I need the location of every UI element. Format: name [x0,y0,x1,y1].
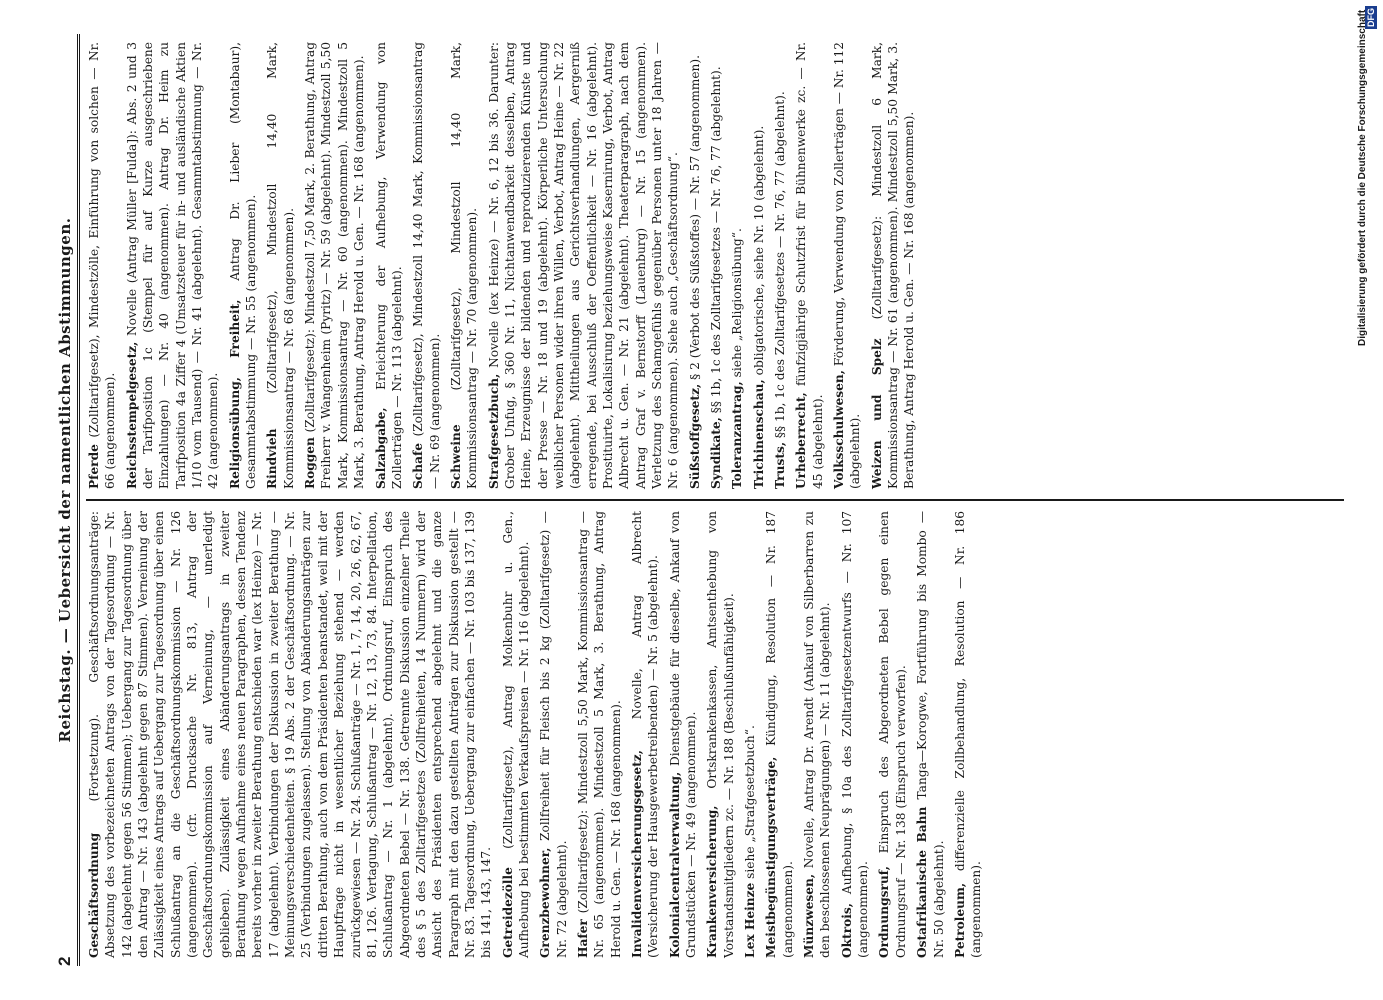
index-entry [485,42,681,489]
entry-heading: Schweine [448,424,463,489]
entry-heading: Toleranzantrag, [729,381,744,489]
entry-text: Novelle (Antrag Müller [Fulda]): Abs. 2 und 3 der Tarifposition 1c (Stempel für auf Kurze ausgeschriebene Einzahlungen) — Nr. 40 (angenommen). Antrag Dr. Heim zu Tarifposition 4a Ziffer 4 (Umsatzsteuer für in- und ausländische Aktien 1/10 vom Tausend) — Nr. 41 (abgelehnt). Gesammtabstimmung — Nr. 42 (angenommen). [124,41,220,489]
entry-heading: Petroleum, [952,882,967,958]
entry-text: Ortskrankenkassen, Amtsenthebung von Vorstandsmitgliedern zc. — Nr. 188 (Beschlußunfähigkeit). [704,511,736,958]
entry-heading: Invalidenversicherungsgesetz, [629,750,644,958]
index-entry [537,511,570,958]
entry-text: obligatorische, siehe Nr. 10 (abgelehnt). [751,125,766,376]
entry-text: Novelle, Antrag Albrecht (Versicherung der Hausgewerbetreibenden) — Nr. 5 (abgelehnt). [629,511,660,958]
entry-heading: Volksschulwesen, [831,370,846,489]
index-entry [629,511,662,958]
index-entry [264,42,297,489]
entry-heading: Lex Heinze [742,882,757,958]
entry-text: Antrag Dr. Lieber (Montabaur), Gesammtabstimmung — Nr. 55 (angenommen). [227,42,258,489]
entry-text: (Zolltarifgesetz): Mindestzoll 7,50 Mark, 2. Berathung, Antrag Freiherr v. Wangenheim (Pyritz) — Nr. 59 (abgelehnt). Mindestzoll 5,50 Mark, Kommissionsantrag — Nr. 60 (angenommen). Mindestzoll 5 Mark, 3. Berathung, Antrag Herold u. Gen. — Nr. 168 (angenommen). [302,41,366,489]
left-column [86,503,1344,966]
running-head: Reichstag. — Uebersicht der namentlichen Abstimmungen. [55,217,74,743]
entry-text: siehe „Strafgesetzbuch“. [742,725,757,879]
entry-heading: Religionsübung, Freiheit, [227,299,242,489]
index-entry [868,42,917,489]
index-entry [914,511,947,958]
entry-text: (Zolltarifgesetz): Mindestzoll 5,50 Mark, Kommissionsantrag — Nr. 65 (angenommen). Mindestzoll 5 Mark, 3. Berathung, Antrag Herold u. Gen. — Nr. 168 (angenommen). [575,511,623,958]
entry-heading: Urheberrecht, [793,392,808,489]
entry-text: (Zolltarifgesetz), Antrag Molkenbuhr u. Gen., Aufhebung bei bestimmten Verkaufspreisen — Nr. 116 (abgelehnt). [500,511,531,958]
index-entry [704,511,737,958]
entry-text: (Zolltarifgesetz), Mindestzoll 14,40 Mark, Kommissionsantrag — Nr. 68 (angenommen). [264,42,296,489]
index-entry [302,42,367,489]
entry-text: Einspruch des Abgeordneten Bebel gegen einen Ordnungsruf — Nr. 138 (Einspruch verworfen). [876,510,908,958]
index-entry [499,511,532,958]
entry-heading: Salzabgabe, [373,407,387,489]
index-entry [226,42,259,489]
index-entry [410,42,443,489]
index-entry [574,511,623,958]
index-entry [763,511,796,958]
entry-heading: Grenzbewohner, [537,847,552,958]
index-entry [729,42,745,489]
entry-heading: Süßstoffgesetz, [687,383,702,489]
entry-heading: Reichsstempelgesetz, [124,341,139,489]
entry-text: (Zolltarifgesetz), Mindestzoll 14,40 Mark, Kommissionsantrag — Nr. 69 (angenommen). [410,41,442,489]
entry-heading: Pferde [86,444,101,489]
entry-heading: Meistbegünstigungsverträge, [763,756,778,958]
index-entry [951,511,984,958]
right-column [86,34,1344,497]
entry-heading: Schafe [410,443,425,489]
index-entry [686,42,702,489]
index-entry [876,511,909,958]
digitization-credit: Digitalisierung gefördert durch die Deutsche Forschungsgemeinschaft [1357,10,1368,347]
entry-heading: Weizen und Spelz [869,338,884,489]
entry-heading: Oktrois, [839,903,854,958]
entry-heading: Trichinenschau, [751,379,766,489]
index-entry [838,511,871,958]
index-entry [801,511,834,958]
entry-text: (Fortsetzung). Geschäftsordnungsanträge: Absetzung des vorbezeichneten Antrags von der Tagesordnung — Nr. 142 (abgelehnt gegen 56 Stimmen); Uebergang zur Tagesordnung über den Antrag — Nr. 143 (abgelehnt gegen 87 Stimmen). Verneinung der Zulässigkeit eines Antrags auf Uebergang zur Tagesordnung über einen Schlußantrag an die Geschäftsordnungskommission — Nr. 126 (angenommen). (cfr. Drucksache Nr. 813, Antrag der Geschäftsordnungskommission auf Verneinung, — unerledigt geblieben). Zulässigkeit eines Abänderungsantrags in zweiter Berathung wegen Aufnahme eines neuen Paragraphen, dessen Tendenz bereits vorher in zweiter Berathung entschieden war (lex Heinze) — Nr. 17 (abgelehnt). Verbindungen der Diskussion in zweiter Berathung — Meinungsverschiedenheiten. § 19 Abs. 2 der Geschäftsordnung. — Nr. 25 (Verbindungen zugelassen). Stellung von Abänderungsanträgen zur dritten Berathung, auch von dem Präsidenten beanstandet, weil mit der Hauptfrage nicht in wesentlicher Beziehung stehend — werden zurückgewiesen — Nr. 24. Schlußanträge — Nr. 1, 7, 14, 20, 26, 62, 67, 81, 126. Vertagung, Schlußantrag — Nr. 12, 13, 73, 84. Interpellation, Schlußantrag — Nr. 1 (abgelehnt). Ordnungsruf, Einspruch des Abgeordneten Bebel — Nr. 138. Getrennte Diskussion einzelner Theile des § 5 des Zolltarifgesetzes (Zollfreiheiten, 14 Nummern) wird der Ansicht des Präsidenten entsprechend abgelehnt und die ganze Paragraph mit den dazu gestellten Anträgen zur Diskussion gestellt — Nr. 83. Tagesordnung, Uebergang zur einfachen — Nr. 103 bis 137, 139 bis 141, 143, 147. [86,511,493,958]
entry-heading: Trusts, [772,441,787,489]
entry-heading: Münzwesen, [801,873,816,958]
index-entry [447,42,480,489]
entry-heading: Getreidezölle [500,867,515,958]
entry-text: (Zolltarifgesetz), Mindestzölle, Einführung von solchen — Nr. 66 (angenommen). [86,41,117,489]
index-entry [666,511,699,958]
index-entry [86,42,119,489]
index-entry [86,511,495,958]
index-entry [750,42,766,489]
entry-heading: Krankenversicherung, [704,805,719,958]
entry-text: differenzielle Zollbehandlung, Resolution — Nr. 186 (angenommen). [952,511,983,958]
entry-text: fünfzigjährige Schutzfrist für Bühnenwerke zc. — Nr. 45 (abgelehnt). [793,41,825,489]
entry-text: Förderung, Verwendung von Zollerträgen — Nr. 112 (abgelehnt). [831,41,862,489]
column-rule [86,499,1344,501]
entry-text: Novelle, Antrag Dr. Arendt (Ankauf von Silberbarren zu den beschlossenen Neuprägungen) — Nr. 11 (abgelehnt). [801,510,832,958]
entry-text: Aufhebung, § 10a des Zolltarifgesetzentwurfs — Nr. 107 (angenommen). [839,511,870,958]
page-header [37,34,80,966]
entry-heading: Rindvieh [264,428,279,489]
entry-text: Tanga—Korogwe, Fortführung bis Mombo — Nr. 50 (abgelehnt). [914,510,945,958]
page-number: 2 [54,956,74,966]
entry-heading: Ordnungsruf, [876,865,891,958]
entry-text: siehe „Religionsübung“. [729,228,744,378]
index-columns [86,34,1344,966]
scanned-page [27,20,1357,980]
entry-text: (Zolltarifgesetz), Mindestzoll 14,40 Mark, Kommissionsantrag — Nr. 70 (angenommen). [448,42,479,489]
entry-heading: Hafer [575,919,590,958]
entry-text: §§ 1b, 1c des Zolltarifgesetzes — Nr. 76, 77 (abgelehnt). [772,91,787,439]
entry-heading: Roggen [302,437,317,489]
entry-text: Erleichterung der Aufhebung, Verwendung von Zollerträgen — Nr. 113 (abgelehnt). [373,42,404,489]
entry-text: (Zolltarifgesetz): Mindestzoll 6 Mark, Kommissionsantrag — Nr. 61 (angenommen). Mindestzoll 5,50 Mark, 3. Berathung, Antrag Herold u. Gen. — Nr. 168 (angenommen). [869,42,916,489]
dfg-logo: DFG [1366,8,1376,27]
index-entry [772,42,788,489]
index-entry [742,511,758,958]
entry-heading: Syndikate, [708,417,723,489]
index-entry [123,42,221,489]
index-entry [831,42,864,489]
entry-text: Zollfreiheit für Fleisch bis 2 kg (Zolltarifgesetz) — Nr. 72 (abgelehnt). [537,511,569,958]
entry-text: Novelle (lex Heinze) — Nr. 6, 12 bis 36. Darunter: Grober Unfug, § 360 Nr. 11, Nichtanwendbarkeit desselben, Antrag Heine, Erzeugnisse der bildenden und reproduzierenden Künste und der Presse — Nr. 18 und 19 (abgelehnt). Körperliche Untersuchung weiblicher Personen wider ihren Willen, Verbot, Antrag Heine — Nr. 22 (abgelehnt). Mittheilungen aus Gerichtsverhandlungen, Aergerniß erregende, bei Ausschluß der Oeffentlichkeit — Nr. 16 (abgelehnt). Prostituirte, Lokalisirung beziehungsweise Kasernirung, Verbot, Antrag Albrecht u. Gen. — Nr. 21 (abgelehnt). Theaterparagraph, nach dem Antrag Graf v. Bernstorff (Lauenburg) — Nr. 15 (angenommen). Verletzung des Schamgefühls gegenüber Personen unter 18 Jahren — Nr. 6 (angenommen). Siehe auch „Geschäftsordnung“. [486,41,680,489]
entry-heading: Ostafrikanische Bahn [914,806,929,958]
entry-text: Kündigung, Resolution — Nr. 187 (angenommen). [763,510,795,958]
index-entry [793,42,826,489]
entry-heading: Kolonialcentralverwaltung, [667,771,682,958]
index-entry [372,42,405,489]
entry-text: §§ 1b, 1c des Zolltarifgesetzes — Nr. 76, 77 (abgelehnt). [708,66,723,414]
entry-text: Dienstgebäude für dieselbe, Ankauf von Grundstücken — Nr. 49 (angenommen). [667,510,698,958]
entry-heading: Geschäftsordnung [86,832,101,958]
entry-heading: Strafgesetzbuch, [486,373,501,489]
entry-text: § 2 (Verbot des Süßstoffes) — Nr. 57 (angenommen). [687,54,702,380]
index-entry [708,42,724,489]
